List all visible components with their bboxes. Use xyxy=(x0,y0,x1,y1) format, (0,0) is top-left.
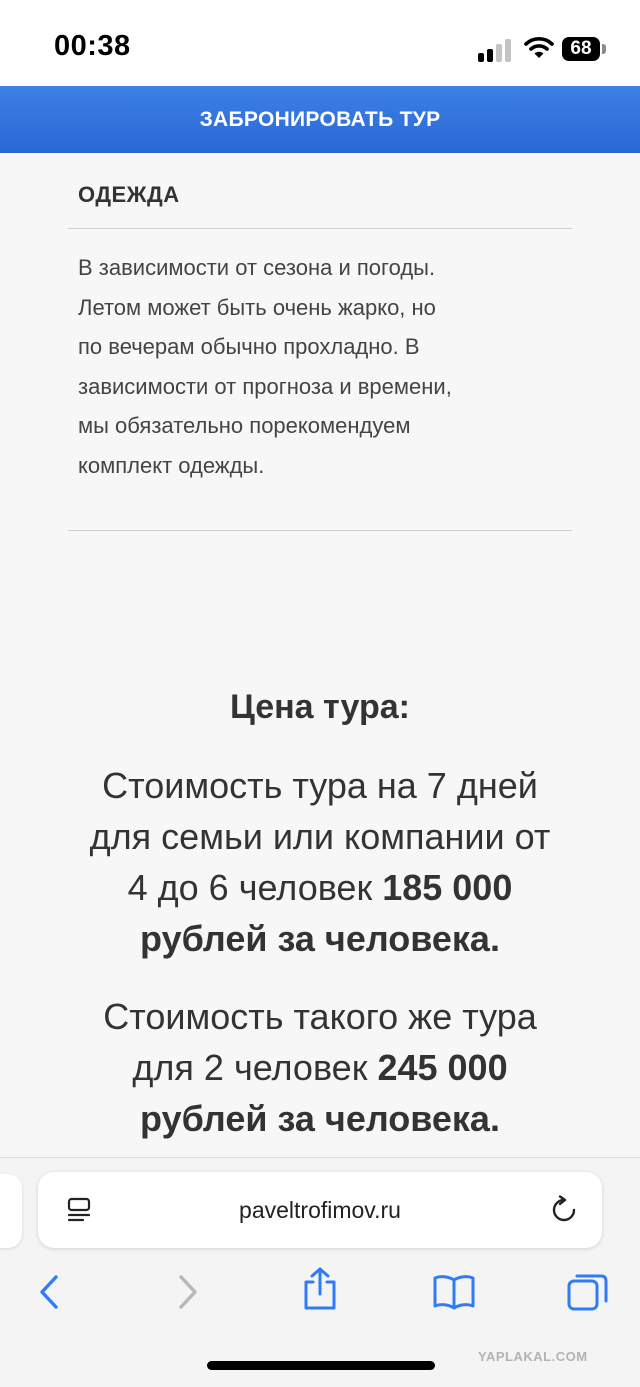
clothing-text-line: В зависимости от сезона и погоды. xyxy=(78,255,436,280)
family-price-line: Стоимость тура на 7 дней xyxy=(102,765,538,806)
pair-price-prefix: для 2 человек xyxy=(132,1047,378,1088)
status-time: 00:38 xyxy=(54,30,131,62)
family-price-text xyxy=(40,760,600,964)
home-indicator[interactable] xyxy=(207,1361,435,1370)
clothing-text-line: мы обязательно порекомендуем xyxy=(78,413,411,438)
clothing-text-line: зависимости от прогноза и времени, xyxy=(78,373,452,399)
tabs-icon[interactable] xyxy=(566,1272,610,1312)
clothing-section-text xyxy=(78,248,572,485)
battery-tip xyxy=(602,44,606,54)
pair-price-amount: 245 000 xyxy=(377,1047,508,1088)
family-price-line xyxy=(40,862,600,913)
family-price-line xyxy=(40,913,600,964)
back-chevron-icon[interactable] xyxy=(28,1272,72,1312)
family-price-line: для семьи или компании от xyxy=(89,816,551,857)
status-bar xyxy=(0,0,640,86)
family-price-suffix: рублей за человека. xyxy=(140,918,500,959)
reload-icon[interactable] xyxy=(548,1194,580,1226)
previous-tab-edge[interactable] xyxy=(0,1174,22,1248)
wifi-icon xyxy=(524,36,554,60)
battery-indicator: 68 xyxy=(562,37,600,61)
pair-price-line: Стоимость такого же тура xyxy=(103,996,537,1037)
clothing-text-line: комплект одежды. xyxy=(78,452,265,478)
share-icon[interactable] xyxy=(298,1266,342,1312)
cellular-signal-icon xyxy=(478,38,514,62)
forward-chevron-icon[interactable] xyxy=(165,1272,209,1312)
family-price-prefix: 4 до 6 человек xyxy=(127,867,383,908)
book-tour-button[interactable]: ЗАБРОНИРОВАТЬ ТУР xyxy=(0,86,640,153)
clothing-text-line: Летом может быть очень жарко, но xyxy=(78,294,436,320)
family-price-amount: 185 000 xyxy=(382,867,513,908)
pair-price-line xyxy=(40,1042,600,1093)
section-divider-bottom xyxy=(68,530,572,531)
address-bar-url[interactable]: paveltrofimov.ru xyxy=(239,1197,401,1223)
clothing-section-title: ОДЕЖДА xyxy=(78,182,180,207)
pair-price-suffix: рублей за человека. xyxy=(140,1098,500,1139)
pair-price-line xyxy=(40,1093,600,1144)
bookmarks-icon[interactable] xyxy=(432,1272,476,1312)
clothing-text-line: по вечерам обычно прохладно. В xyxy=(78,334,420,359)
address-bar[interactable] xyxy=(38,1172,602,1248)
section-divider-top xyxy=(68,228,572,229)
price-title: Цена тура: xyxy=(229,688,410,726)
watermark: YAPLAKAL.COM xyxy=(478,1349,588,1364)
pair-price-text xyxy=(40,991,600,1144)
